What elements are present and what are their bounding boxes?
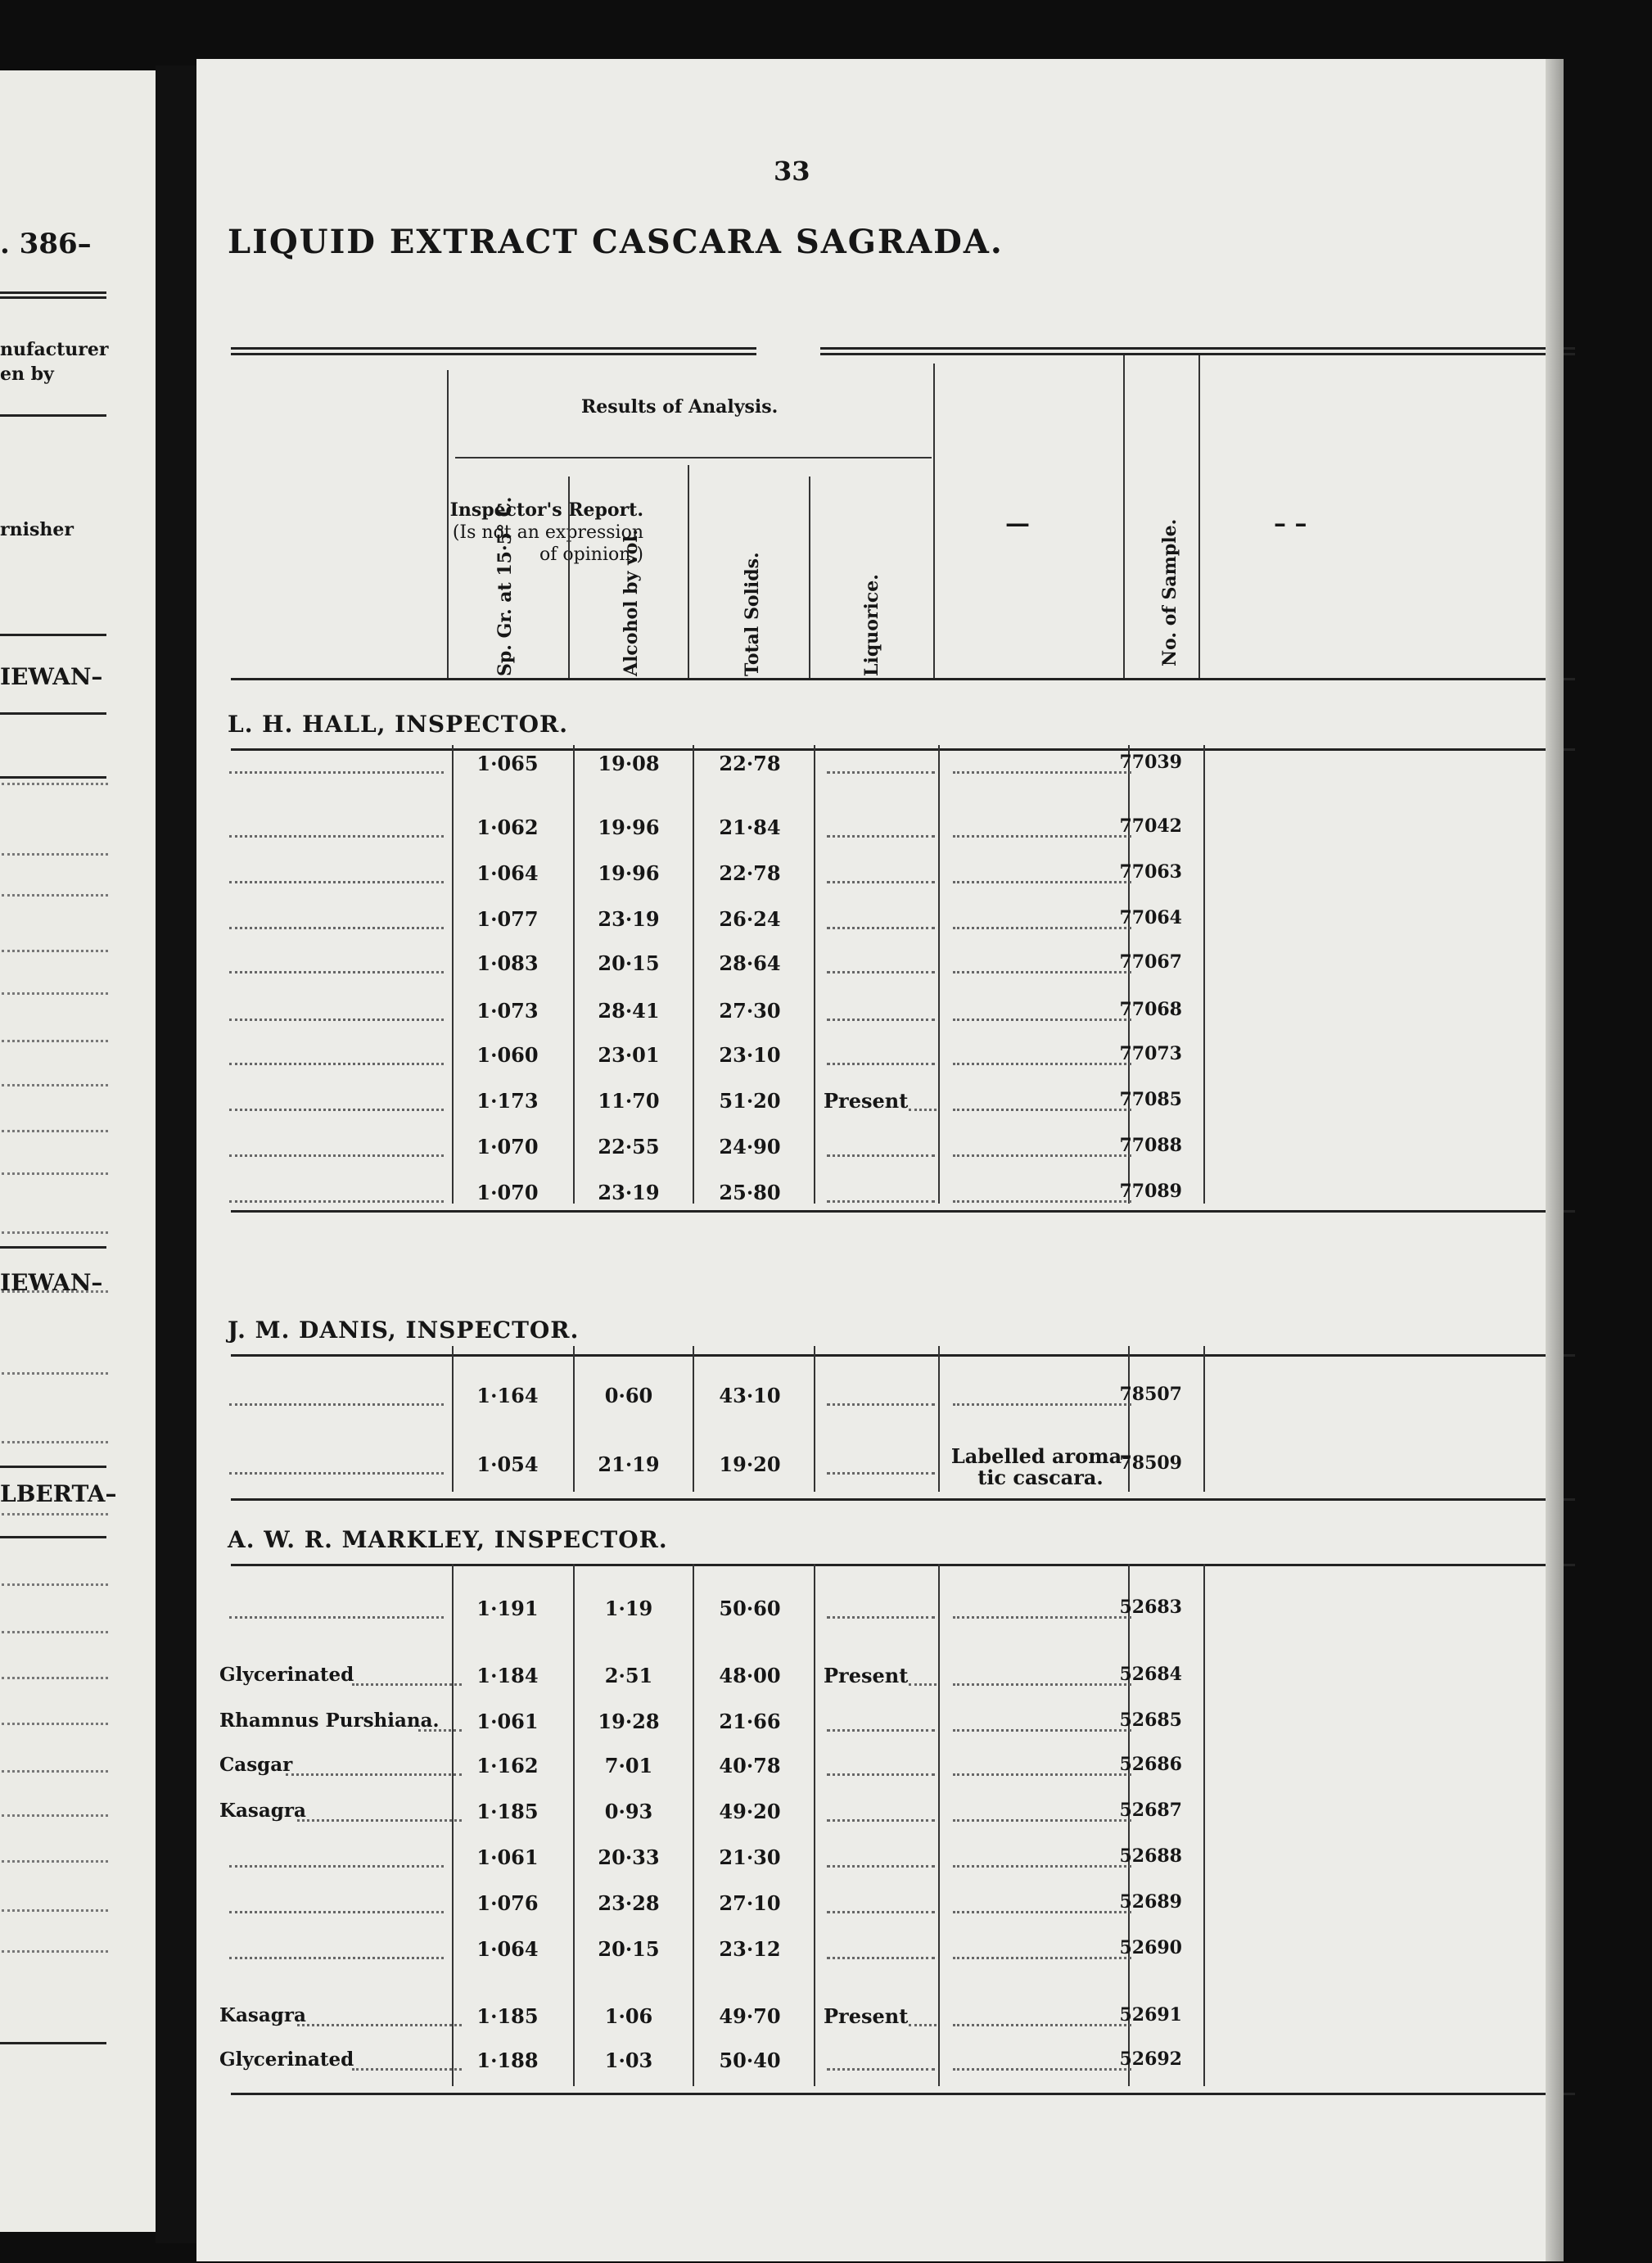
total-solids-cell: 51·20 bbox=[719, 1089, 781, 1113]
column-rule bbox=[938, 1564, 940, 2086]
total-solids-cell: 40·78 bbox=[719, 1754, 781, 1777]
header-rule bbox=[933, 364, 935, 680]
sample-number-cell: 77073 bbox=[1119, 1043, 1182, 1064]
section-bottom-rule bbox=[231, 2093, 1575, 2095]
liquorice-header: Liquorice. bbox=[861, 574, 882, 676]
row-report-label: Kasagra bbox=[219, 1800, 306, 1822]
inspector-report-header bbox=[219, 499, 643, 566]
left-page-leader bbox=[2, 1631, 108, 1633]
sample-number-cell: 52685 bbox=[1119, 1710, 1182, 1731]
left-page-text: nufacturer bbox=[0, 339, 109, 360]
alcohol-cell: 20·15 bbox=[598, 1937, 660, 1961]
alcohol-cell: 7·01 bbox=[604, 1754, 653, 1777]
alcohol-cell: 0·93 bbox=[604, 1800, 653, 1823]
alcohol-cell: 21·19 bbox=[598, 1452, 660, 1476]
total-solids-cell: 50·60 bbox=[719, 1597, 781, 1620]
liquorice-leader bbox=[827, 1403, 935, 1406]
section-rule bbox=[231, 748, 1575, 751]
liquorice-leader bbox=[827, 971, 935, 973]
sp-gr-cell: 1·185 bbox=[476, 1800, 539, 1823]
section-rule bbox=[231, 1354, 1575, 1357]
section-bottom-rule bbox=[231, 1498, 1575, 1501]
sample-number-cell: 77088 bbox=[1119, 1135, 1182, 1156]
total-solids-cell: 25·80 bbox=[719, 1181, 781, 1204]
remark-cell: Labelled aroma- tic cascara. bbox=[950, 1444, 1131, 1489]
alcohol-cell: 23·19 bbox=[598, 1181, 660, 1204]
sample-number-cell: 52687 bbox=[1119, 1800, 1182, 1821]
alcohol-cell: 23·28 bbox=[598, 1891, 660, 1915]
left-page-rule bbox=[0, 1246, 106, 1249]
report-leader bbox=[352, 1683, 462, 1686]
liquorice-leader bbox=[909, 1683, 937, 1686]
liquorice-leader bbox=[827, 1865, 935, 1868]
previous-page-fragment bbox=[0, 70, 156, 2232]
left-page-rule bbox=[0, 1466, 106, 1468]
title-rule-right bbox=[820, 347, 1575, 355]
left-page-leader bbox=[2, 1770, 108, 1773]
left-page-leader bbox=[2, 1172, 108, 1175]
left-page-leader bbox=[2, 783, 108, 785]
left-page-leader bbox=[2, 1231, 108, 1234]
inspector-report-title: Inspector's Report. bbox=[449, 499, 643, 521]
alcohol-cell: 0·60 bbox=[604, 1384, 653, 1407]
document-page bbox=[196, 59, 1546, 2261]
sample-number-cell: 77063 bbox=[1119, 861, 1182, 883]
alcohol-header: Alcohol by vol. bbox=[621, 529, 642, 676]
report-leader bbox=[229, 927, 444, 929]
sample-number-cell: 52683 bbox=[1119, 1597, 1182, 1618]
total-solids-cell: 43·10 bbox=[719, 1384, 781, 1407]
alcohol-cell: 22·55 bbox=[598, 1135, 660, 1159]
total-solids-cell: 19·20 bbox=[719, 1452, 781, 1476]
sp-gr-cell: 1·062 bbox=[476, 815, 539, 839]
liquorice-cell: Present bbox=[824, 1089, 909, 1113]
left-page-text: . 386– bbox=[0, 228, 92, 260]
row-report-label: Glycerinated bbox=[219, 2048, 354, 2071]
total-solids-cell: 23·10 bbox=[719, 1043, 781, 1067]
sp-gr-cell: 1·184 bbox=[476, 1664, 539, 1687]
sample-number-cell: 77064 bbox=[1119, 907, 1182, 928]
left-page-rule bbox=[0, 712, 106, 715]
header-bottom-rule bbox=[231, 678, 1575, 680]
liquorice-leader bbox=[827, 1200, 935, 1203]
report-leader bbox=[229, 1957, 444, 1959]
left-page-leader bbox=[2, 1860, 108, 1863]
header-rule bbox=[1198, 355, 1200, 680]
page-edge bbox=[1546, 59, 1564, 2261]
alcohol-cell: 19·28 bbox=[598, 1710, 660, 1733]
left-page-rule bbox=[0, 414, 106, 417]
report-leader bbox=[229, 1109, 444, 1111]
sp-gr-header: Sp. Gr. at 15·5° C. bbox=[494, 496, 516, 676]
total-solids-cell: 48·00 bbox=[719, 1664, 781, 1687]
sample-number-cell: 52689 bbox=[1119, 1891, 1182, 1913]
blank-column-header: — bbox=[1005, 509, 1030, 538]
header-rule bbox=[1123, 355, 1125, 680]
liquorice-cell: Present bbox=[824, 2004, 909, 2028]
sp-gr-cell: 1·061 bbox=[476, 1845, 539, 1869]
section-rule bbox=[231, 1564, 1575, 1566]
liquorice-leader bbox=[827, 2068, 935, 2071]
liquorice-leader bbox=[827, 771, 935, 774]
total-solids-cell: 26·24 bbox=[719, 907, 781, 931]
report-leader bbox=[229, 1911, 444, 1913]
report-leader bbox=[229, 771, 444, 774]
liquorice-leader bbox=[827, 835, 935, 838]
sample-number-cell: 52686 bbox=[1119, 1754, 1182, 1775]
left-page-leader bbox=[2, 894, 108, 897]
alcohol-cell: 23·01 bbox=[598, 1043, 660, 1067]
total-solids-cell: 21·30 bbox=[719, 1845, 781, 1869]
liquorice-leader bbox=[827, 1819, 935, 1822]
total-solids-cell: 22·78 bbox=[719, 752, 781, 775]
left-page-leader bbox=[2, 992, 108, 995]
left-page-leader bbox=[2, 1441, 108, 1443]
alcohol-cell: 11·70 bbox=[598, 1089, 660, 1113]
results-of-analysis-header: Results of Analysis. bbox=[581, 396, 779, 418]
left-page-leader bbox=[2, 1583, 108, 1586]
report-leader bbox=[286, 1773, 462, 1776]
row-report-label: Glycerinated bbox=[219, 1664, 354, 1686]
alcohol-cell: 19·08 bbox=[598, 752, 660, 775]
sp-gr-cell: 1·064 bbox=[476, 1937, 539, 1961]
alcohol-cell: 1·19 bbox=[604, 1597, 653, 1620]
header-rule bbox=[688, 465, 689, 680]
total-solids-cell: 49·70 bbox=[719, 2004, 781, 2028]
left-page-leader bbox=[2, 1372, 108, 1375]
total-solids-cell: 21·84 bbox=[719, 815, 781, 839]
column-rule bbox=[814, 1346, 815, 1492]
results-underline bbox=[455, 457, 932, 458]
sp-gr-cell: 1·164 bbox=[476, 1384, 539, 1407]
sp-gr-cell: 1·065 bbox=[476, 752, 539, 775]
left-page-leader bbox=[2, 1677, 108, 1679]
alcohol-cell: 19·96 bbox=[598, 861, 660, 885]
left-page-text: rnisher bbox=[0, 519, 74, 540]
alcohol-cell: 20·33 bbox=[598, 1845, 660, 1869]
report-leader bbox=[229, 1200, 444, 1203]
sample-number-cell: 52691 bbox=[1119, 2004, 1182, 2026]
column-rule bbox=[814, 1564, 815, 2086]
left-page-leader bbox=[2, 950, 108, 952]
column-rule bbox=[1203, 1564, 1205, 2086]
sample-number-cell: 52684 bbox=[1119, 1664, 1182, 1685]
left-page-text: IEWAN– bbox=[0, 663, 103, 690]
column-rule bbox=[814, 745, 815, 1204]
report-leader bbox=[352, 2068, 462, 2071]
inspector-report-sub1: (Is not an expression bbox=[452, 522, 643, 543]
left-page-leader bbox=[2, 853, 108, 856]
sample-number-cell: 77089 bbox=[1119, 1181, 1182, 1202]
header-rule bbox=[447, 370, 449, 680]
sp-gr-cell: 1·054 bbox=[476, 1452, 539, 1476]
column-rule bbox=[938, 1346, 940, 1492]
liquorice-leader bbox=[827, 1019, 935, 1021]
report-leader bbox=[229, 971, 444, 973]
left-page-leader bbox=[2, 1290, 108, 1293]
liquorice-leader bbox=[827, 1911, 935, 1913]
left-page-rule bbox=[0, 291, 106, 294]
liquorice-leader bbox=[827, 927, 935, 929]
total-solids-cell: 22·78 bbox=[719, 861, 781, 885]
column-rule bbox=[1203, 745, 1205, 1204]
left-page-leader bbox=[2, 1950, 108, 1953]
sp-gr-cell: 1·064 bbox=[476, 861, 539, 885]
title-rule-left bbox=[231, 347, 756, 355]
sp-gr-cell: 1·173 bbox=[476, 1089, 539, 1113]
sp-gr-cell: 1·188 bbox=[476, 2048, 539, 2072]
sp-gr-cell: 1·077 bbox=[476, 907, 539, 931]
sp-gr-cell: 1·191 bbox=[476, 1597, 539, 1620]
liquorice-leader bbox=[827, 1616, 935, 1619]
liquorice-leader bbox=[827, 1729, 935, 1732]
sp-gr-cell: 1·070 bbox=[476, 1181, 539, 1204]
report-leader bbox=[229, 1019, 444, 1021]
sp-gr-cell: 1·083 bbox=[476, 951, 539, 975]
total-solids-cell: 27·30 bbox=[719, 999, 781, 1023]
total-solids-cell: 50·40 bbox=[719, 2048, 781, 2072]
liquorice-leader bbox=[827, 1154, 935, 1157]
alcohol-cell: 20·15 bbox=[598, 951, 660, 975]
sample-number-cell: 52690 bbox=[1119, 1937, 1182, 1958]
left-page-leader bbox=[2, 1513, 108, 1515]
sample-number-cell: 77067 bbox=[1119, 951, 1182, 973]
section-bottom-rule bbox=[231, 1210, 1575, 1213]
total-solids-cell: 27·10 bbox=[719, 1891, 781, 1915]
left-page-rule bbox=[0, 2042, 106, 2044]
liquorice-leader bbox=[827, 1773, 935, 1776]
sp-gr-cell: 1·162 bbox=[476, 1754, 539, 1777]
liquorice-cell: Present bbox=[824, 1664, 909, 1687]
total-solids-cell: 49·20 bbox=[719, 1800, 781, 1823]
left-page-rule bbox=[0, 634, 106, 636]
inspector-report-sub2: of opinion.) bbox=[539, 544, 643, 565]
page-title: LIQUID EXTRACT CASCARA SAGRADA. bbox=[228, 223, 1004, 261]
liquorice-leader bbox=[909, 1109, 937, 1111]
sp-gr-cell: 1·073 bbox=[476, 999, 539, 1023]
alcohol-cell: 2·51 bbox=[604, 1664, 653, 1687]
report-leader bbox=[229, 1472, 444, 1475]
left-page-leader bbox=[2, 1130, 108, 1132]
inspector-section-title: L. H. HALL, INSPECTOR. bbox=[228, 711, 569, 738]
sp-gr-cell: 1·076 bbox=[476, 1891, 539, 1915]
sample-number-cell: 78507 bbox=[1119, 1384, 1182, 1405]
left-page-rule bbox=[0, 776, 106, 779]
left-page-rule bbox=[0, 296, 106, 299]
alcohol-cell: 28·41 bbox=[598, 999, 660, 1023]
liquorice-leader bbox=[827, 1063, 935, 1065]
report-leader bbox=[229, 881, 444, 883]
header-rule bbox=[809, 477, 810, 680]
total-solids-cell: 21·66 bbox=[719, 1710, 781, 1733]
sp-gr-cell: 1·060 bbox=[476, 1043, 539, 1067]
report-leader bbox=[229, 835, 444, 838]
inspector-section-title: J. M. DANIS, INSPECTOR. bbox=[228, 1317, 580, 1344]
sample-number-cell: 52688 bbox=[1119, 1845, 1182, 1867]
left-page-leader bbox=[2, 1909, 108, 1912]
sp-gr-cell: 1·185 bbox=[476, 2004, 539, 2028]
alcohol-cell: 1·03 bbox=[604, 2048, 653, 2072]
last-column-header: – – bbox=[1274, 509, 1307, 538]
liquorice-leader bbox=[909, 2024, 937, 2026]
inspector-section-title: A. W. R. MARKLEY, INSPECTOR. bbox=[228, 1526, 668, 1553]
left-page-leader bbox=[2, 1723, 108, 1725]
total-solids-cell: 24·90 bbox=[719, 1135, 781, 1159]
left-page-text: LBERTA– bbox=[0, 1480, 117, 1507]
report-leader bbox=[229, 1616, 444, 1619]
report-leader bbox=[297, 1819, 463, 1822]
left-page-leader bbox=[2, 1040, 108, 1042]
alcohol-cell: 1·06 bbox=[604, 2004, 653, 2028]
left-page-text: en by bbox=[0, 364, 54, 385]
liquorice-leader bbox=[827, 881, 935, 883]
total-solids-cell: 28·64 bbox=[719, 951, 781, 975]
header-rule bbox=[568, 477, 570, 680]
sample-number-cell: 77042 bbox=[1119, 815, 1182, 837]
left-page-text: IEWAN– bbox=[0, 1269, 103, 1296]
row-report-label: Rhamnus Purshiana. bbox=[219, 1710, 440, 1732]
sample-number-header: No. of Sample. bbox=[1159, 518, 1180, 666]
sp-gr-cell: 1·061 bbox=[476, 1710, 539, 1733]
row-report-label: Kasagra bbox=[219, 2004, 306, 2026]
sp-gr-cell: 1·070 bbox=[476, 1135, 539, 1159]
liquorice-leader bbox=[827, 1957, 935, 1959]
left-page-leader bbox=[2, 1814, 108, 1817]
liquorice-leader bbox=[827, 1472, 935, 1475]
left-page-rule bbox=[0, 1536, 106, 1538]
report-leader bbox=[229, 1154, 444, 1157]
sample-number-cell: 77039 bbox=[1119, 752, 1182, 773]
report-leader bbox=[229, 1063, 444, 1065]
report-leader bbox=[297, 2024, 463, 2026]
left-page-leader bbox=[2, 1084, 108, 1086]
report-leader bbox=[229, 1403, 444, 1406]
column-rule bbox=[938, 745, 940, 1204]
total-solids-cell: 23·12 bbox=[719, 1937, 781, 1961]
book-gutter bbox=[156, 65, 196, 2243]
sample-number-cell: 52692 bbox=[1119, 2048, 1182, 2070]
sample-number-cell: 78509 bbox=[1119, 1452, 1182, 1474]
report-leader bbox=[229, 1865, 444, 1868]
alcohol-cell: 23·19 bbox=[598, 907, 660, 931]
total-solids-header: Total Solids. bbox=[742, 552, 763, 676]
alcohol-cell: 19·96 bbox=[598, 815, 660, 839]
column-rule bbox=[1203, 1346, 1205, 1492]
sample-number-cell: 77085 bbox=[1119, 1089, 1182, 1110]
page-number: 33 bbox=[774, 156, 810, 187]
row-report-label: Casgar bbox=[219, 1754, 293, 1776]
sample-number-cell: 77068 bbox=[1119, 999, 1182, 1020]
